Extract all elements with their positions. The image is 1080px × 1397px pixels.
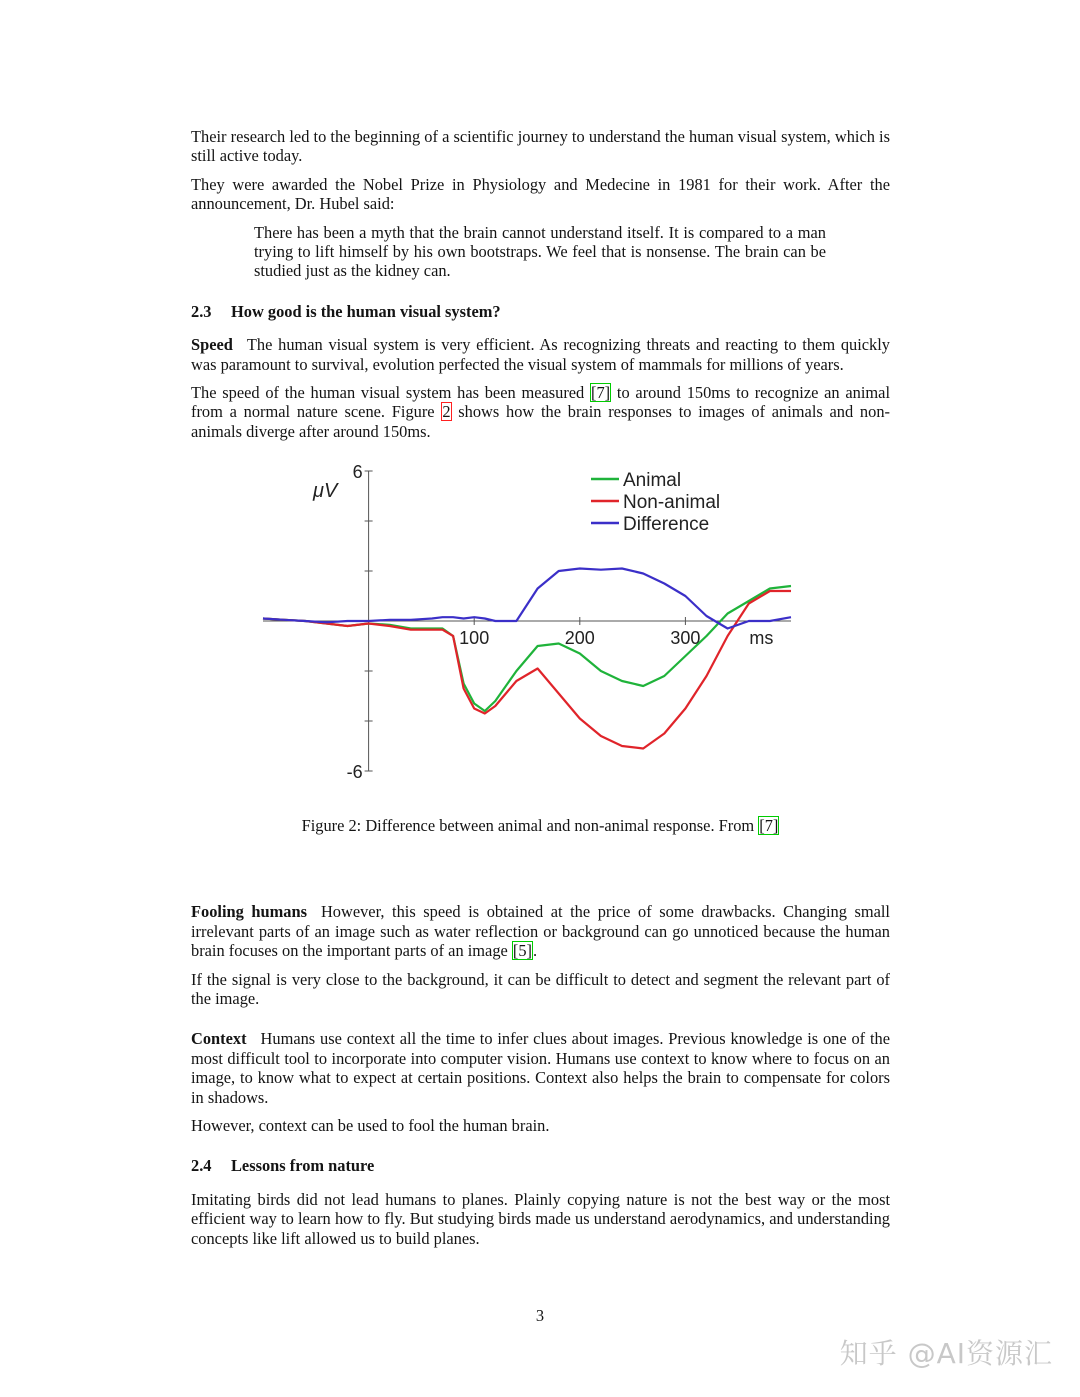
context-text: Humans use context all the time to infer clues about images. Previous knowledge is one of the most difficult tool to incorporate into computer vision. Humans use context to know where to focus on an image, to know what to expect at certain positions. Context also helps the brain to compensate for colors in shadows. bbox=[191, 1029, 890, 1107]
text-run: . bbox=[533, 941, 538, 961]
figure-caption bbox=[191, 816, 890, 835]
figure-2 bbox=[191, 461, 890, 851]
context-title: Context bbox=[191, 1029, 247, 1049]
intro-paragraph-2: They were awarded the Nobel Prize in Physiology and Medecine in 1981 for their work. After the announcement, Dr. Hubel said: bbox=[191, 174, 890, 214]
section-number: 2.3 bbox=[191, 301, 212, 321]
figure-2-link[interactable]: 2 bbox=[442, 402, 451, 422]
speed-paragraph bbox=[191, 335, 890, 374]
section-title: How good is the human visual system? bbox=[231, 301, 501, 321]
fooling-title: Fooling humans bbox=[191, 902, 307, 922]
series-line-difference bbox=[263, 569, 791, 629]
y-tick-label: -6 bbox=[346, 762, 363, 783]
section-title: Lessons from nature bbox=[231, 1156, 375, 1176]
speed-measure-paragraph bbox=[191, 383, 890, 441]
x-tick-label: 200 bbox=[564, 628, 595, 649]
paper-page bbox=[191, 127, 890, 1257]
lessons-paragraph: Imitating birds did not lead humans to planes. Plainly copying nature is not the best way or the most efficient way to learn how to fly. But studying birds made us understand aerodynamics, and understanding concepts like lift allowed us to build planes. bbox=[191, 1189, 890, 1248]
fooling-paragraph bbox=[191, 902, 890, 960]
series-line-non-animal bbox=[263, 591, 791, 749]
text-run: shows how the brain responses to images of animals and non-animals diverge after around 150ms. bbox=[191, 402, 890, 441]
page-number: 3 bbox=[535, 1306, 545, 1325]
caption-text: Figure 2: Difference between animal and non-animal response. From bbox=[301, 816, 759, 836]
hubel-quote: There has been a myth that the brain cannot understand itself. It is compared to a man trying to lift himself by his own bootstraps. We feel that is nonsense. The brain can be studied just as the kidney can. bbox=[254, 222, 826, 281]
section-2-3-heading bbox=[191, 302, 890, 321]
x-tick-label: 300 bbox=[670, 628, 701, 649]
section-number: 2.4 bbox=[191, 1156, 212, 1176]
legend-label: Difference bbox=[623, 514, 710, 536]
x-tick-label: 100 bbox=[459, 628, 490, 649]
y-axis-label: μV bbox=[313, 480, 338, 503]
legend-label: Animal bbox=[623, 470, 682, 492]
chart-legend bbox=[591, 470, 720, 535]
section-2-4-heading bbox=[191, 1156, 890, 1175]
speed-text: The human visual system is very efficient. As recognizing threats and reacting to them quickly was paramount to survival, evolution perfected the visual system of mammals for millions of years. bbox=[191, 335, 890, 374]
watermark: 知乎 @AI资源汇 bbox=[839, 1337, 1053, 1370]
intro-paragraph-1: Their research led to the beginning of a scientific journey to understand the human visual system, which is still active today. bbox=[191, 127, 890, 166]
text-run: The speed of the human visual system has been measured bbox=[191, 383, 591, 403]
citation-link-7[interactable]: [7] bbox=[591, 383, 611, 403]
fooling-paragraph-2: If the signal is very close to the background, it can be difficult to detect and segment the relevant part of the image. bbox=[191, 969, 890, 1008]
speed-title: Speed bbox=[191, 335, 233, 355]
citation-link-5[interactable]: [5] bbox=[512, 941, 533, 961]
context-paragraph bbox=[191, 1029, 890, 1107]
erp-line-chart bbox=[261, 461, 801, 801]
context-paragraph-2: However, context can be used to fool the human brain. bbox=[191, 1115, 550, 1135]
y-tick-label: 6 bbox=[352, 462, 363, 483]
chart-series bbox=[263, 569, 791, 749]
legend-label: Non-animal bbox=[623, 492, 721, 514]
citation-link-7[interactable]: [7] bbox=[759, 816, 779, 836]
x-axis-label: ms bbox=[749, 628, 774, 649]
text-run: to around 150ms to recognize an animal from a normal nature scene. Figure bbox=[191, 383, 890, 422]
fooling-text: However, this speed is obtained at the price of some drawbacks. Changing small irrelevant parts of an image such as water reflection or background can go unnoticed because the human brain focuses on the important parts of an image bbox=[191, 902, 890, 961]
